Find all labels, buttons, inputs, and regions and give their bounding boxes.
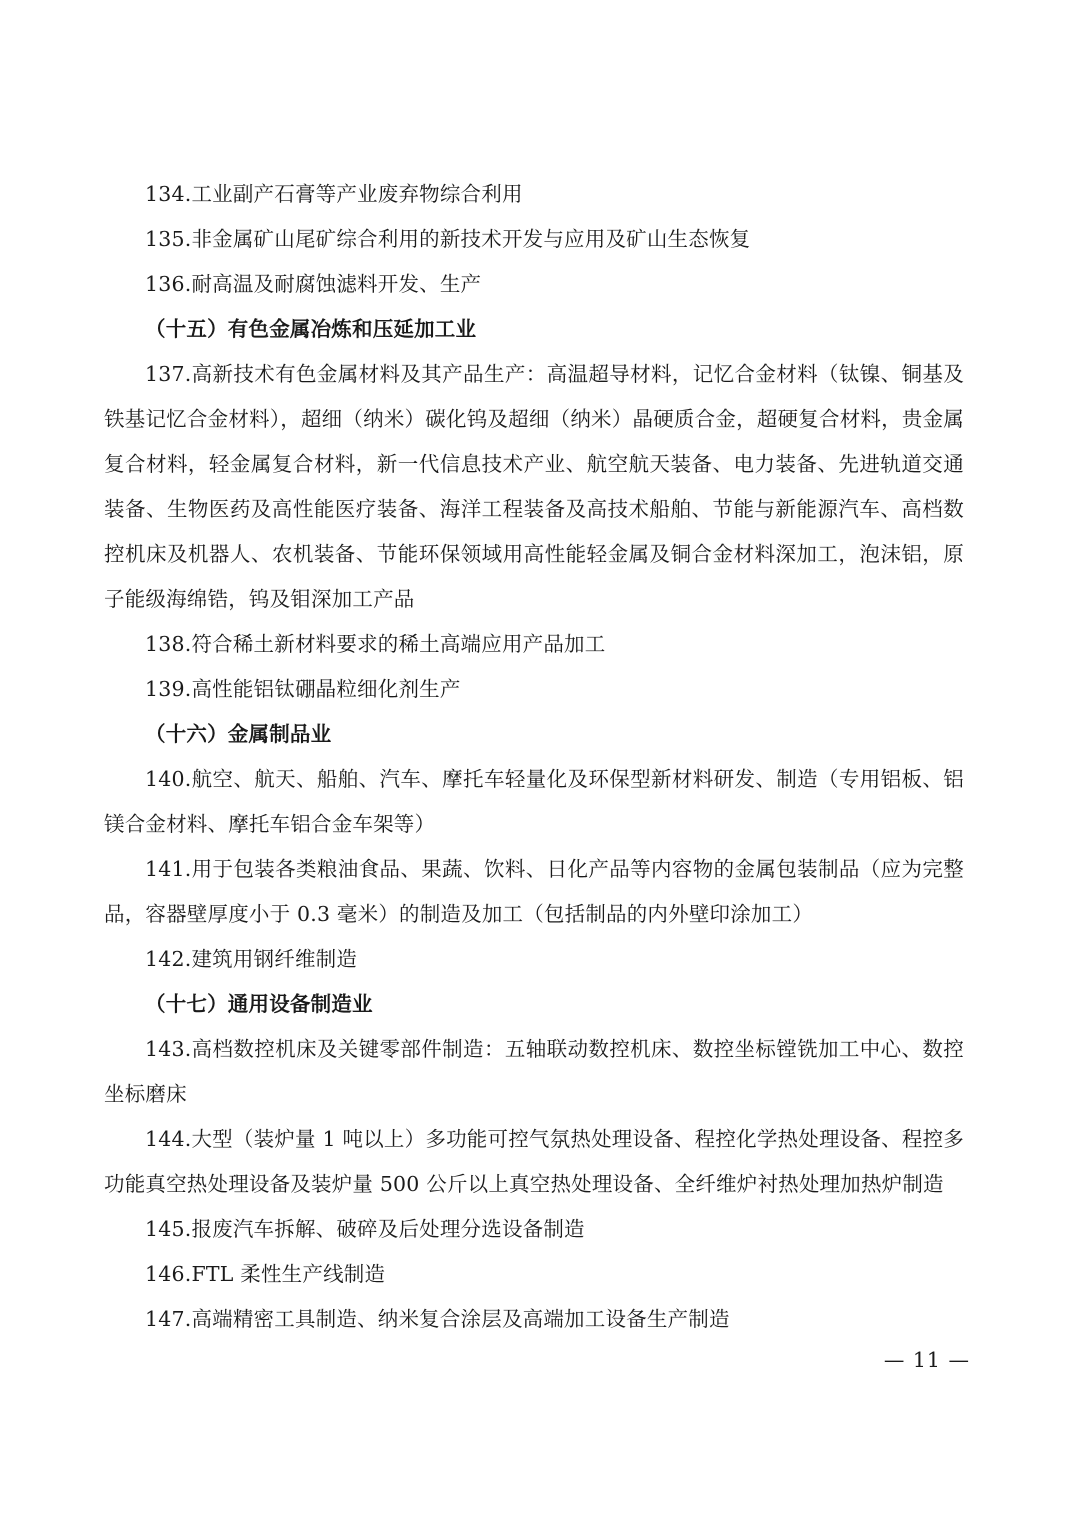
document-body (104, 172, 964, 1342)
list-item: 136.耐高温及耐腐蚀滤料开发、生产 (145, 272, 482, 296)
list-item: 145.报废汽车拆解、破碎及后处理分选设备制造 (145, 1217, 585, 1241)
list-item: 140.航空、航天、船舶、汽车、摩托车轻量化及环保型新材料研发、制造（专用铝板、铝镁合金材料、摩托车铝合金车架等） (104, 767, 964, 836)
list-item: 143.高档数控机床及关键零部件制造：五轴联动数控机床、数控坐标镗铣加工中心、数控坐标磨床 (104, 1037, 964, 1106)
list-item: 139.高性能铝钛硼晶粒细化剂生产 (145, 677, 461, 701)
list-item: 144.大型（装炉量 1 吨以上）多功能可控气氛热处理设备、程控化学热处理设备、程控多功能真空热处理设备及装炉量 500 公斤以上真空热处理设备、全纤维炉衬热处理加热炉制造 (104, 1127, 964, 1196)
list-item: 141.用于包装各类粮油食品、果蔬、饮料、日化产品等内容物的金属包装制品（应为完整品，容器壁厚度小于 0.3 毫米）的制造及加工（包括制品的内外壁印涂加工） (104, 857, 964, 926)
section-heading: （十七）通用设备制造业 (145, 992, 373, 1016)
list-item: 135.非金属矿山尾矿综合利用的新技术开发与应用及矿山生态恢复 (145, 227, 751, 251)
list-item: 147.高端精密工具制造、纳米复合涂层及高端加工设备生产制造 (145, 1307, 730, 1331)
section-heading: （十五）有色金属冶炼和压延加工业 (145, 317, 477, 341)
list-item: 137.高新技术有色金属材料及其产品生产：高温超导材料，记忆合金材料（钛镍、铜基及铁基记忆合金材料），超细（纳米）碳化钨及超细（纳米）晶硬质合金，超硬复合材料，贵金属复合材料，轻金属复合材料，新一代信息技术产业、航空航天装备、电力装备、先进轨道交通装备、生物医药及高性能医疗装备、海洋工程装备及高技术船舶、节能与新能源汽车、高档数控机床及机器人、农机装备、节能环保领域用高性能轻金属及铜合金材料深加工，泡沫铝，原子能级海绵锆，钨及钼深加工产品 (104, 362, 964, 611)
list-item: 134.工业副产石膏等产业废弃物综合利用 (145, 182, 523, 206)
page-number: — 11 — (883, 1348, 970, 1372)
list-item: 142.建筑用钢纤维制造 (145, 947, 358, 971)
list-item: 138.符合稀土新材料要求的稀土高端应用产品加工 (145, 632, 606, 656)
list-item: 146.FTL 柔性生产线制造 (145, 1262, 386, 1286)
section-heading: （十六）金属制品业 (145, 722, 332, 746)
